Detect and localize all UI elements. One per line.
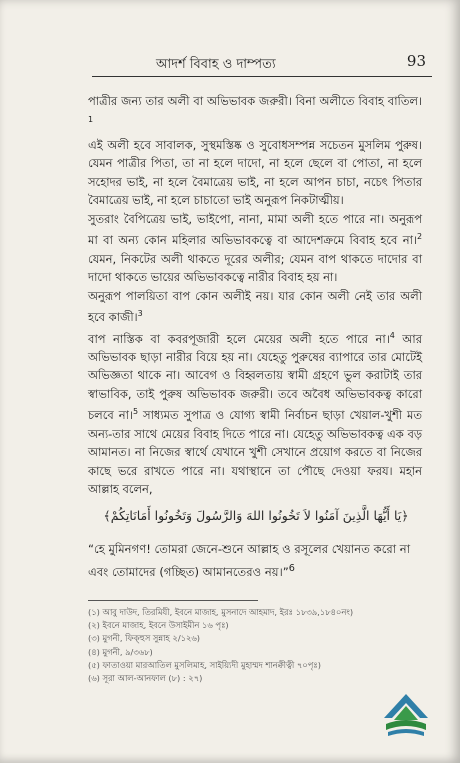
footnote-5: (৫) ফাতাওয়া মারআতিল মুসলিমাহ, সাইয়্যিদী মুহাম্মদ শানক্বীত্বী ৭০পৃঃ) — [88, 659, 321, 670]
footnote-ref-2[interactable]: 2 — [417, 232, 422, 242]
footnote-ref-5[interactable]: 5 — [132, 407, 138, 417]
paragraph-5: বাপ নাস্তিক বা কবরপূজারী হলে মেয়ের অলী হতে পারে না।$^4$ আর অভিভাবক ছাড়া নারীর বিয়ে হয় না। যেহেতু পুরুষের ব্যাপারে তার মোটেই অভিজ্ঞতা থাকে না। আবেগ ও বিহ্বলতায় স্বামী গ্রহণে ভুল করাটাই তার স্বাভাবিক, তাই পুরুষ অভিভাবক জরুরী। তবে অবৈধ অভিভাবকত্ব কারো চলবে না।$^5$ সাধ্যমত সুপাত্র ও যোগ্য স্বামী নির্বাচন ছাড়া খেয়াল-খুশী মত অন্য-তার সাথে মেয়ের বিবাহ দিতে পারে না। যেহেতু অভিভাবকত্ব এক বড় আমানত। না নিজের স্বার্থে যেখানে খুশী সেখানে প্রয়োগ করতে বা নিজের কাছে ভরে রাখতে পারে না। যথাস্থানে তা পৌছে দেওয়া ফরয। মহান আল্লাহ বলেন, — [88, 330, 422, 497]
footnote-1: (১) আবু দাউদ, তিরমিযী, ইবনে মাজাহ, মুসনাদে আহমাদ, ইরঃ ১৮৩৯,১৮৪০নং) — [88, 607, 354, 617]
header-rule — [92, 76, 432, 77]
footnote-ref-3[interactable]: 3 — [137, 309, 143, 319]
verse-translation: “হে মুমিনগণ! তোমরা জেনে-শুনে আল্লাহ ও রসূলের খেয়ানত করো না এবং তোমাদের (গচ্ছিত) আমানতেরও নয়।”$^6$ — [88, 542, 411, 579]
footnote-ref-1[interactable]: 1 — [88, 114, 93, 124]
paragraph-1: পাত্রীর জন্য তার অলী বা অভিভাবক জরুরী। বিনা অলীতে বিবাহ বাতিল।$^1$ — [88, 94, 422, 124]
footnote-ref-4[interactable]: 4 — [389, 330, 395, 340]
paragraph-4: অনুরূপ পালয়িতা বাপ কোন অলীই নয়। যার কোন অলী নেই তার অলী হবে কাজী।$^3$ — [88, 288, 422, 325]
footnote-2: (২) ইবনে মাজাহ, ইবনে উসাইমীন ১৬ পৃঃ) — [88, 620, 229, 631]
footnote-6: (৬) সূরা আল-আনফাল (৮) : ২৭) — [88, 673, 203, 684]
footnote-rule — [88, 600, 258, 601]
book-title: আদর্শ বিবাহ ও দাম্পত্য — [156, 57, 276, 72]
footnote-4: (৪) মুগনী, ৯/৩৬৮) — [88, 646, 153, 657]
footnote-ref-6[interactable]: 6 — [288, 563, 295, 574]
footnote-3: (৩) মুগনী, ফিক্হুস সুন্নাহ ২/১২৬) — [88, 633, 201, 644]
paragraph-2: এই অলী হবে সাবালক, সুস্থমস্তিষ্ক ও সুবোধসম্পন্ন সচেতন মুসলিম পুরুষ। যেমন পাত্রীর পিতা, তা না হলে দাদো, না হলে ছেলে বা পোতা, না হলে সহোদর ভাই, না হলে বৈমাত্রেয় ভাই, না হলে আপন চাচা, নচেৎ পিতার বৈমাত্রেয় ভাই, না হলে চাচাতো ভাই অনুরূপ নিকটাত্মীয়। — [88, 137, 422, 208]
main-text — [88, 92, 422, 499]
running-header — [96, 52, 426, 74]
paragraph-3: সুতরাং বৈপিত্রেয় ভাই, ভাইপো, নানা, মামা অলী হতে পারে না। অনুরূপ মা বা অন্য কোন মহিলার অভিভাবকত্বে বা আদেশক্রমে বিবাহ হবে না।$^2$ যেমন, নিকটের অলী থাকতে দূরের অলীর; যেমন বাপ থাকতে দাদোর বা দাদো থাকতে ভায়ের অভিভাবকত্বে নারীর বিবাহ হয় না। — [88, 211, 422, 285]
publisher-logo-icon — [378, 690, 434, 746]
quran-verse: ﴿يَا أَيُّهَا الَّذِينَ آمَنُوا لاَ تَخُونُوا اللهَ وَالرَّسُولَ وَتَخُونُوا أَمَانَاتِكُمْ﴾ — [103, 508, 409, 523]
footnotes — [88, 606, 354, 685]
page-number: 93 — [406, 52, 426, 70]
